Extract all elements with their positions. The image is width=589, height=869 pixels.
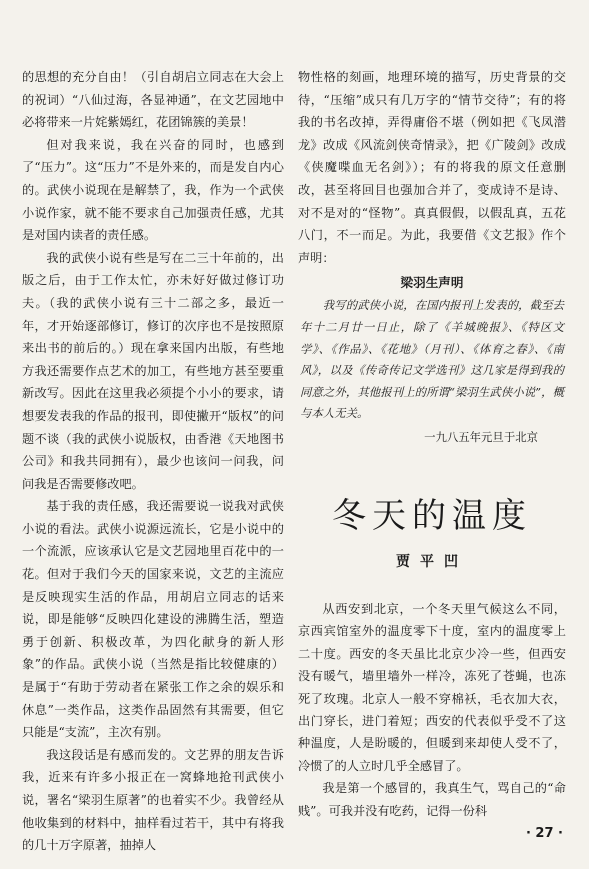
left-column xyxy=(22,66,284,857)
left-paragraph: 的思想的充分自由！（引自胡启立同志在大会上的祝词）“八仙过海，各显神通”，在文艺园地中必将带来一片姹紫嫣红，花团锦簇的美景！ xyxy=(22,70,284,130)
left-paragraph: 但对我来说，我在兴奋的同时，也感到了“压力”。这“压力”不是外来的，而是发自内心的。武侠小说现在是解禁了，我，作为一个武侠小说作家，就不能不要求自己加强责任感，尤其是对国内读者的责任感。 xyxy=(22,137,284,243)
left-paragraph: 我的武侠小说有些是写在二三十年前的，出版之后，由于工作太忙，亦未好好做过修订功夫。（我的武侠小说有三十二部之多，最近一年，才开始逐部修订，修订的次序也不是按照原来出书的前后的。）现在拿来国内出版，有些地方我还需要作点艺术的加工，有些地方甚至要重新改写。因此在这里我必须提个小小的要求，请想要发表我的作品的报刊，即使撇开“版权”的问题不谈（我的武侠小说版权，由香港《天地图书公司》和我共同拥有），最少也该问一问我，问问我是否需要修改吧。 xyxy=(22,250,284,491)
article-paragraph: 我是第一个感冒的，我真生气，骂自己的“命贱”。可我并没有吃药，记得一份科 xyxy=(298,781,566,818)
statement-date: 一九八五年元旦于北京 xyxy=(424,429,538,444)
left-paragraph: 我这段话是有感而发的。文艺界的朋友告诉我，近来有许多小报正在一窝蜂地抢刊武侠小说，署名“梁羽生原著”的也着实不少。我曾经从他收集到的材料中，抽样看过若干，其中有将我的几十万字原著，抽掉人 xyxy=(22,747,284,853)
article-paragraph: 从西安到北京，一个冬天里气候这么不同，京西宾馆室外的温度零下十度，室内的温度零上二十度。西安的冬天虽比北京少冷一些，但西安没有暖气，墙里墙外一样冷，冻死了苍蝇，也冻死了玫瑰。北京人一般不穿棉袄，毛衣加大衣，出门穿长，进门着短；西安的代表似乎受不了这种温度，人是盼暖的，但暖到来却使人受不了，冷惯了的人立时几乎全感冒了。 xyxy=(298,602,566,773)
left-paragraph: 基于我的责任感，我还需要说一说我对武侠小说的看法。武侠小说源远流长，它是小说中的一个流派，应该承认它是文艺园地里百花中的一花。但对于我们今天的国家来说，文艺的主流应是反映现实生活的作品，用胡启立同志的话来说，即是能够“反映四化建设的沸腾生活，塑造勇于创新、积极改革，为四化献身的新人形象”的作品。武侠小说（当然是指比较健康的）是属于“有助于劳动者在紧张工作之余的娱乐和休息”一类作品，这类作品固然有其需要，但它只能是“支流”，主次有别。 xyxy=(22,499,284,740)
statement-body: 我写的武侠小说，在国内报刊上发表的，截至去年十二月廿一日止，除了《羊城晚报》、《特区文学》、《作品》、《花地》（月刊）、《体育之春》、《南风》，以及《传奇传记文学选刊》这几家是得到我的同意之外，其他报刊上的所谓“梁羽生武侠小说”，概与本人无关。 xyxy=(300,298,564,421)
article-title: 冬天的温度 xyxy=(332,496,532,536)
article-body xyxy=(298,598,566,822)
article-author: 贾平凹 xyxy=(396,554,468,570)
statement-title: 梁羽生声明 xyxy=(400,275,464,291)
right-paragraph: 物性格的刻画，地理环境的描写，历史背景的交待，“压缩”成只有几万字的“情节交待”；有的将我的书名改掉，弄得庸俗不堪（例如把《飞凤潜龙》改成《风流剑侠奇情录》，把《广陵剑》改成《侠魔喋血无名剑》）；有的将我的原文任意删改，甚至将回目也强加合并了，变成诗不是诗、对不是对的“怪物”。真真假假，以假乱真，五花八门，不一而足。为此，我要借《文艺报》作个声明： xyxy=(298,70,566,265)
right-column xyxy=(298,66,566,449)
page-number: · 27 · xyxy=(525,826,563,841)
